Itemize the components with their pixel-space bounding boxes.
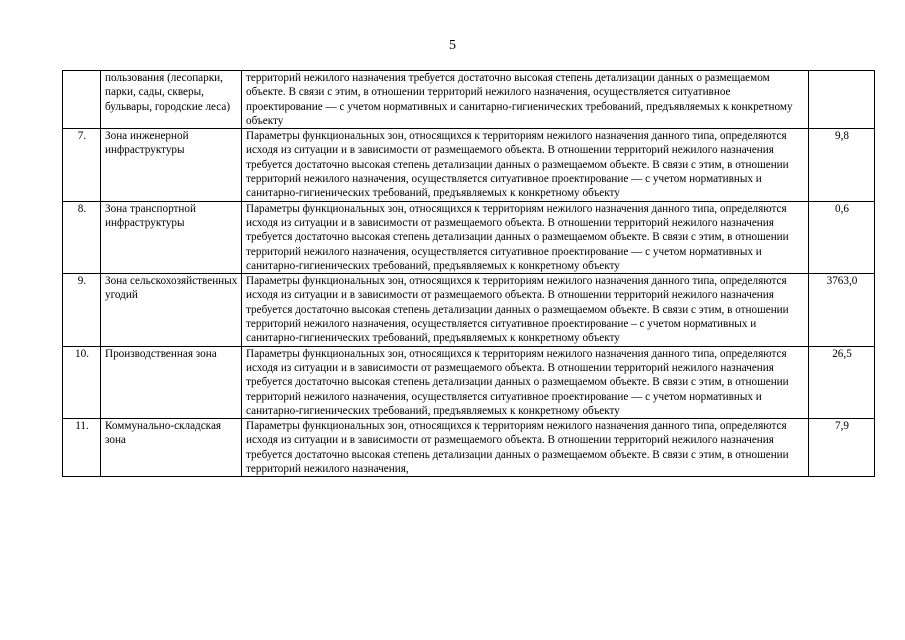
zone-area-value: 26,5 [809, 346, 875, 418]
zone-area-value [809, 71, 875, 129]
zone-area-value: 9,8 [809, 129, 875, 201]
zone-area-value: 0,6 [809, 201, 875, 273]
table-row [63, 71, 875, 129]
row-number: 9. [63, 274, 101, 346]
zone-name: Коммунально-складская зона [101, 419, 242, 477]
table-row [63, 201, 875, 273]
zone-description: территорий нежилого назначения требуется достаточно высокая степень детализации данных о размещаемом объекте. В связи с этим, в отношении территорий нежилого назначения, осуществляется ситуативное проектирование — с учетом нормативных и санитарно-гигиенических требований, предъявляемых к конкретному объекту [242, 71, 809, 129]
zone-name: Зона транспортной инфраструктуры [101, 201, 242, 273]
zone-name: Зона инженерной инфраструктуры [101, 129, 242, 201]
zone-area-value: 7,9 [809, 419, 875, 477]
row-number: 7. [63, 129, 101, 201]
table-row [63, 419, 875, 477]
functional-zones-table [62, 70, 875, 477]
table-row [63, 274, 875, 346]
zone-description: Параметры функциональных зон, относящихся к территориям нежилого назначения данного типа, определяются исходя из ситуации и в зависимости от размещаемого объекта. В отношении территорий нежилого назначения требуется достаточно высокая степень детализации данных о размещаемом объекте. В связи с этим, в отношении территорий нежилого назначения, осуществляется ситуативное проектирование — с учетом нормативных и санитарно-гигиенических требований, предъявляемых к конкретному объекту [242, 346, 809, 418]
row-number: 11. [63, 419, 101, 477]
row-number: 10. [63, 346, 101, 418]
zone-name: пользования (лесопарки, парки, сады, скверы, бульвары, городские леса) [101, 71, 242, 129]
row-number: 8. [63, 201, 101, 273]
table-row [63, 129, 875, 201]
zone-description: Параметры функциональных зон, относящихся к территориям нежилого назначения данного типа, определяются исходя из ситуации и в зависимости от размещаемого объекта. В отношении территорий нежилого назначения требуется достаточно высокая степень детализации данных о размещаемом объекте. В связи с этим, в отношении территорий нежилого назначения, осуществляется ситуативное проектирование – с учетом нормативных и санитарно-гигиенических требований, предъявляемых к конкретному объекту [242, 274, 809, 346]
table-row [63, 346, 875, 418]
row-number [63, 71, 101, 129]
zone-description: Параметры функциональных зон, относящихся к территориям нежилого назначения данного типа, определяются исходя из ситуации и в зависимости от размещаемого объекта. В отношении территорий нежилого назначения требуется достаточно высокая степень детализации данных о размещаемом объекте. В связи с этим, в отношении территорий нежилого назначения, осуществляется ситуативное проектирование — с учетом нормативных и санитарно-гигиенических требований, предъявляемых к конкретному объекту [242, 201, 809, 273]
zone-name: Производственная зона [101, 346, 242, 418]
zone-area-value: 3763,0 [809, 274, 875, 346]
zone-description: Параметры функциональных зон, относящихся к территориям нежилого назначения данного типа, определяются исходя из ситуации и в зависимости от размещаемого объекта. В отношении территорий нежилого назначения требуется достаточно высокая степень детализации данных о размещаемом объекте. В связи с этим, в отношении территорий нежилого назначения, [242, 419, 809, 477]
zone-name: Зона сельскохозяйственных угодий [101, 274, 242, 346]
page-number: 5 [449, 38, 456, 53]
zone-description: Параметры функциональных зон, относящихся к территориям нежилого назначения данного типа, определяются исходя из ситуации и в зависимости от размещаемого объекта. В отношении территорий нежилого назначения требуется достаточно высокая степень детализации данных о размещаемом объекте. В связи с этим, в отношении территорий нежилого назначения, осуществляется ситуативное проектирование — с учетом нормативных и санитарно-гигиенических требований, предъявляемых к конкретному объекту [242, 129, 809, 201]
